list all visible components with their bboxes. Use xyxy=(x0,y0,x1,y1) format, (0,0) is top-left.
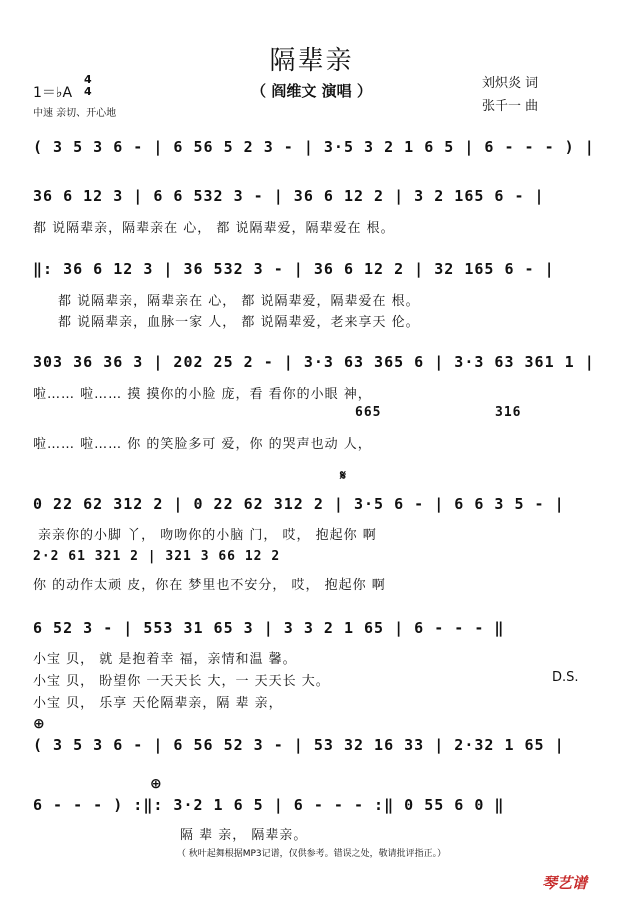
lyric-line-3a: 都 说隔辈亲，隔辈亲在 心， 都 说隔辈爱，隔辈爱在 根。 xyxy=(58,294,420,309)
notation-line-3: ‖: 36 6 12 3 | 36 532 3 - | 36 6 12 2 | 32 165 6 - | xyxy=(33,260,555,278)
song-title: 隔辈亲 xyxy=(269,46,354,76)
lyric-line-5: 亲亲你的小脚 丫， 吻吻你的小脑 门， 哎， 抱起你 啊 xyxy=(38,528,377,543)
notation-line-5: 0 22 62 312 2 | 0 22 62 312 2 | 3·5 6 - | 6 6 3 5 - | xyxy=(33,495,565,513)
lyric-line-6c: 小宝 贝， 乐享 天伦隔辈亲，隔 辈 亲， xyxy=(33,696,283,711)
singer-credit: （ 阎维文 演唱 ） xyxy=(251,82,372,100)
notation-line-4: 303 36 36 3 | 202 25 2 - | 3·3 63 365 6 | 3·3 63 361 1 | xyxy=(33,353,595,371)
site-logo: 琴艺谱 xyxy=(542,874,588,892)
coda-sign-2: ⊕ xyxy=(150,776,162,792)
notation-line-6: 6 52 3 - | 553 31 65 3 | 3 3 2 1 65 | 6 - - - ‖ xyxy=(33,619,505,637)
meter-top: 4 xyxy=(84,73,92,86)
lyric-line-8: 隔 辈 亲， 隔辈亲。 xyxy=(180,828,308,843)
alt-notes-2: 316 xyxy=(495,405,522,420)
key-signature: 1＝♭A xyxy=(33,85,73,101)
footer-note: （ 秋叶起舞根据MP3记谱，仅供参考。错误之处，敬请批评指正。） xyxy=(176,849,447,859)
lyricist-credit: 刘炽炎 词 xyxy=(482,76,539,91)
composer-credit: 张千一 曲 xyxy=(482,99,539,114)
notation-line-5-variant: 2·2 61 321 2 | 321 3 66 12 2 xyxy=(33,549,281,564)
time-signature xyxy=(84,74,92,98)
lyric-line-6a: 小宝 贝， 就 是抱着幸 福，亲情和温 馨。 xyxy=(33,652,297,667)
lyric-line-6b: 小宝 贝， 盼望你 一天天长 大，一 天天长 大。 xyxy=(33,674,330,689)
lyric-line-5b: 你 的动作太顽 皮，你在 梦里也不安分， 哎， 抱起你 啊 xyxy=(33,578,386,593)
lyric-line-4b: 啦…… 啦…… 你 的笑脸多可 爱，你 的哭声也动 人， xyxy=(33,437,372,452)
alt-notes-1: 665 xyxy=(355,405,382,420)
notation-line-7: ( 3 5 3 6 - | 6 56 52 3 - | 53 32 16 33 | 2·32 1 65 | xyxy=(33,736,565,754)
lyric-line-2: 都 说隔辈亲，隔辈亲在 心， 都 说隔辈爱，隔辈爱在 根。 xyxy=(33,221,395,236)
notation-line-2: 36 6 12 3 | 6 6 532 3 - | 36 6 12 2 | 3 2 165 6 - | xyxy=(33,187,545,205)
lyric-line-4a: 啦…… 啦…… 摸 摸你的小脸 庞，看 看你的小眼 神， xyxy=(33,387,372,402)
notation-line-8: 6 - - - ) :‖: 3·2 1 6 5 | 6 - - - :‖ 0 55 6 0 ‖ xyxy=(33,796,505,814)
coda-sign: ⊕ xyxy=(33,716,45,732)
notation-line-1: ( 3 5 3 6 - | 6 56 5 2 3 - | 3·5 3 2 1 6 5 | 6 - - - ) | xyxy=(33,138,595,156)
meter-bottom: 4 xyxy=(84,85,92,98)
lyric-line-3b: 都 说隔辈亲，血脉一家 人， 都 说隔辈爱，老来享天 伦。 xyxy=(58,315,420,330)
segno-sign: 𝄋 xyxy=(340,468,347,484)
tempo-marking: 中速 亲切、开心地 xyxy=(33,108,117,119)
ds-marking: D.S. xyxy=(552,670,579,685)
